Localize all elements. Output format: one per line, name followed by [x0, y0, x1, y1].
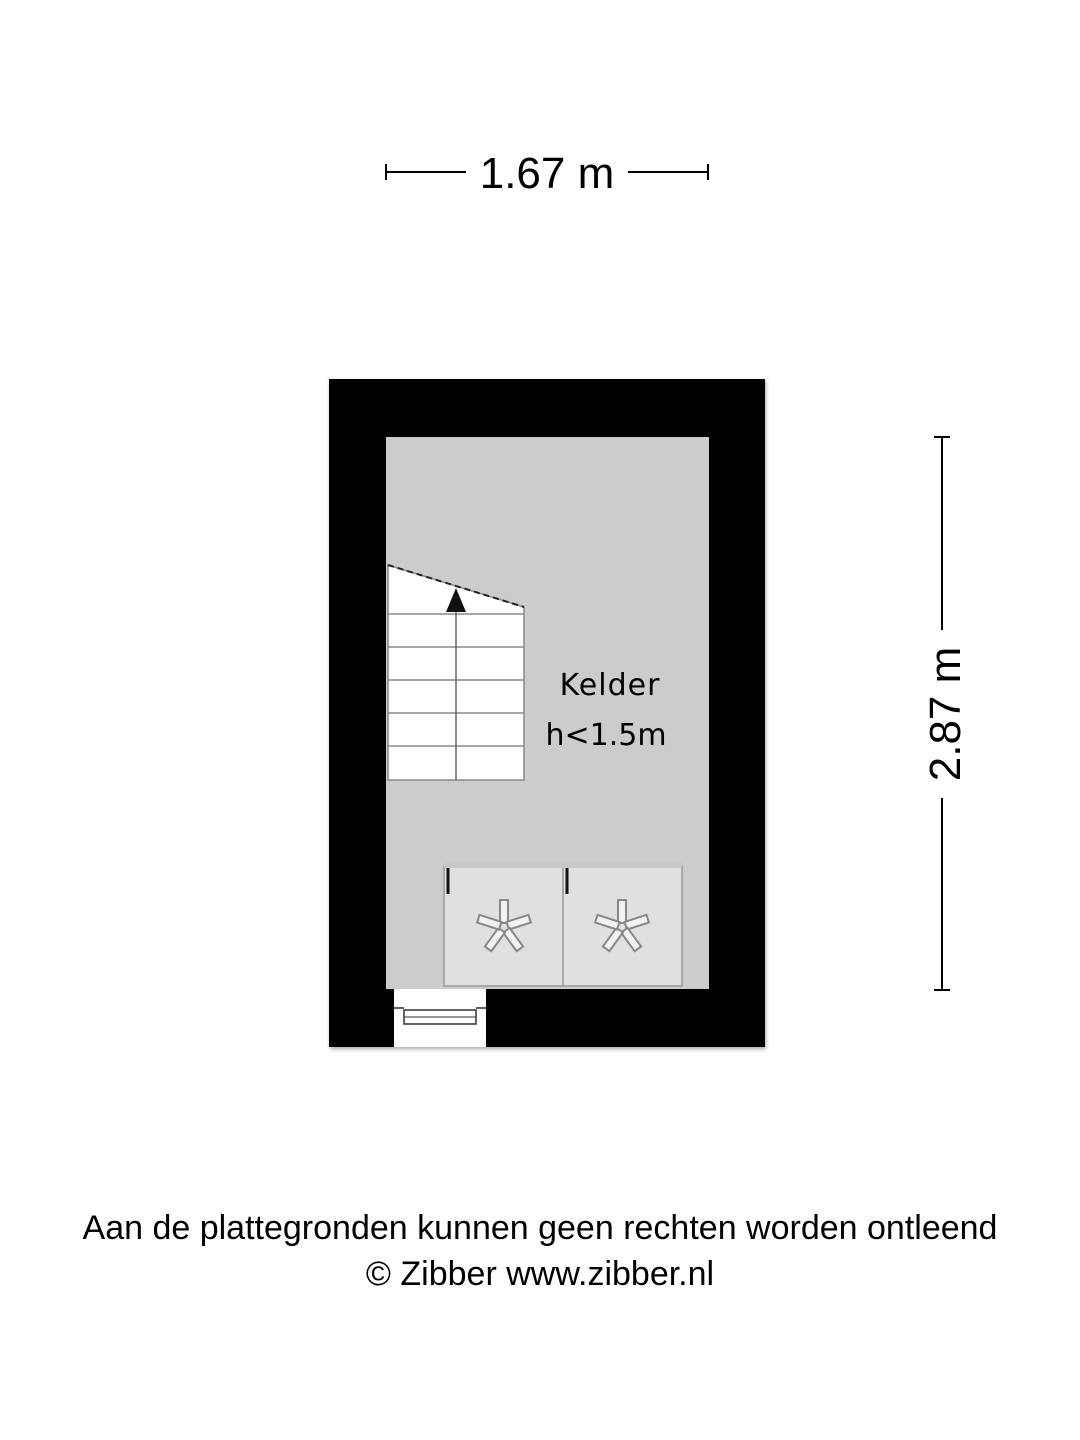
disclaimer-text: Aan de plattegronden kunnen geen rechten worden ontleend: [82, 1209, 998, 1247]
height-dimension-label: 2.87 m: [921, 646, 970, 782]
appliance-top-edge: [444, 862, 682, 868]
door-opening: [394, 989, 486, 1047]
appliance-unit: [444, 862, 682, 986]
width-dimension-label: 1.67 m: [479, 149, 615, 198]
width-dimension: [386, 149, 708, 198]
door-gap: [394, 989, 486, 1047]
room-height-note: h<1.5m: [545, 718, 667, 753]
copyright-text: © Zibber www.zibber.nl: [365, 1255, 715, 1293]
room-name: Kelder: [559, 668, 661, 703]
height-dimension: [921, 437, 970, 990]
